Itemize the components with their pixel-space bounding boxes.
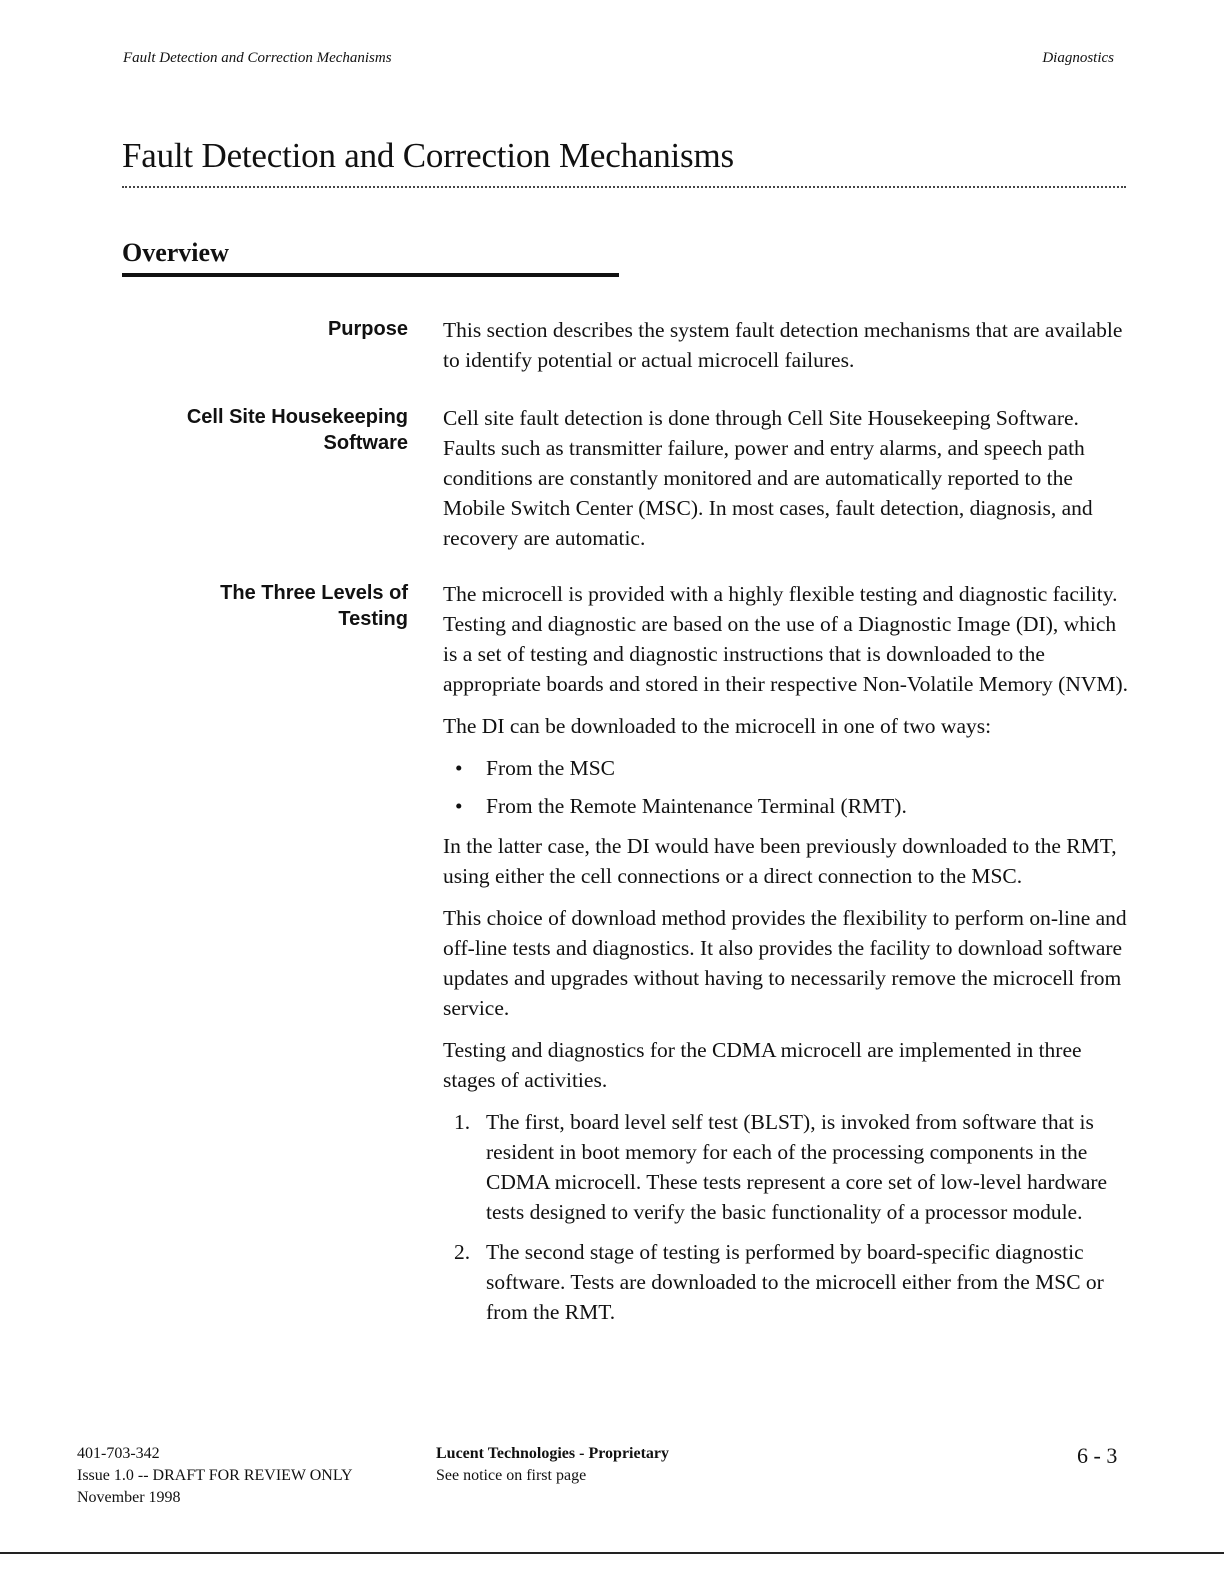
- issue-date: November 1998: [77, 1489, 181, 1506]
- running-header-left: Fault Detection and Correction Mechanisms: [123, 50, 392, 66]
- footer-document-info: [77, 1443, 353, 1509]
- purpose-label: Purpose: [327, 318, 408, 340]
- housekeeping-label: [150, 404, 408, 456]
- page-title: Fault Detection and Correction Mechanisms: [122, 136, 734, 175]
- levels-paragraph-5: Testing and diagnostics for the CDMA microcell are implemented in three stages of activities.: [443, 1038, 1082, 1092]
- section-divider: [122, 273, 619, 277]
- levels-paragraph-2: The DI can be downloaded to the microcell in one of two ways:: [443, 714, 992, 738]
- purpose-block: [443, 315, 1133, 387]
- title-divider: [122, 186, 1126, 188]
- housekeeping-block: [443, 403, 1133, 565]
- bullet-icon: •: [455, 756, 463, 780]
- levels-label-line1: The Three Levels of: [220, 582, 408, 604]
- bullet-icon: •: [455, 794, 463, 818]
- footer-proprietary: [436, 1443, 669, 1487]
- download-ways-list: [443, 753, 1133, 821]
- footer-divider: [0, 1552, 1224, 1554]
- housekeeping-text: Cell site fault detection is done through Cell Site Housekeeping Software. Faults such as transmitter failure, power and entry alarms, and speech path conditions are constantly monitored and are automatically reported to the Mobile Switch Center (MSC). In most cases, fault detection, diagnosis, and recovery are automatic.: [443, 406, 1093, 550]
- issue-status: Issue 1.0 -- DRAFT FOR REVIEW ONLY: [77, 1467, 353, 1484]
- company-notice: Lucent Technologies - Proprietary: [436, 1445, 670, 1462]
- notice-reference: See notice on first page: [436, 1467, 587, 1484]
- document-number: 401-703-342: [77, 1445, 160, 1462]
- list-item: • From the MSC: [443, 753, 1133, 783]
- levels-label: [150, 580, 408, 632]
- housekeeping-label-line1: Cell Site Housekeeping: [186, 406, 408, 428]
- levels-paragraph-3: In the latter case, the DI would have been previously downloaded to the RMT, using either the cell connections or a direct connection to the MSC.: [443, 834, 1117, 888]
- housekeeping-label-line2: Software: [323, 432, 408, 454]
- page-number: 6 - 3: [1077, 1443, 1118, 1468]
- levels-paragraph-4: This choice of download method provides the flexibility to perform on-line and off-line tests and diagnostics. It also provides the facility to download software updates and upgrades without having to necessarily remove the microcell from service.: [443, 906, 1127, 1020]
- list-item: • From the Remote Maintenance Terminal (RMT).: [443, 791, 1133, 821]
- levels-paragraph-1: The microcell is provided with a highly flexible testing and diagnostic facility. Testing and diagnostic are based on the use of a Diagnostic Image (DI), which is a set of testing and diagnostic instructions that is downloaded to the appropriate boards and stored in their respective Non-Volatile Memory (NVM).: [443, 582, 1129, 696]
- purpose-text: This section describes the system fault detection mechanisms that are available to identify potential or actual microcell failures.: [443, 318, 1123, 372]
- list-item: 1. The first, board level self test (BLST), is invoked from software that is resident in boot memory for each of the processing components in the CDMA microcell. These tests represent a core set of low-level hardware tests designed to verify the basic functionality of a processor module.: [454, 1110, 1108, 1224]
- levels-block: [443, 579, 1133, 1337]
- running-header-right: Diagnostics: [1042, 50, 1114, 66]
- section-heading: Overview: [122, 238, 229, 267]
- levels-label-line2: Testing: [338, 608, 408, 630]
- testing-stages-list: [443, 1107, 1133, 1327]
- list-item: 2. The second stage of testing is performed by board-specific diagnostic software. Tests are downloaded to the microcell either from the MSC or from the RMT.: [454, 1240, 1104, 1324]
